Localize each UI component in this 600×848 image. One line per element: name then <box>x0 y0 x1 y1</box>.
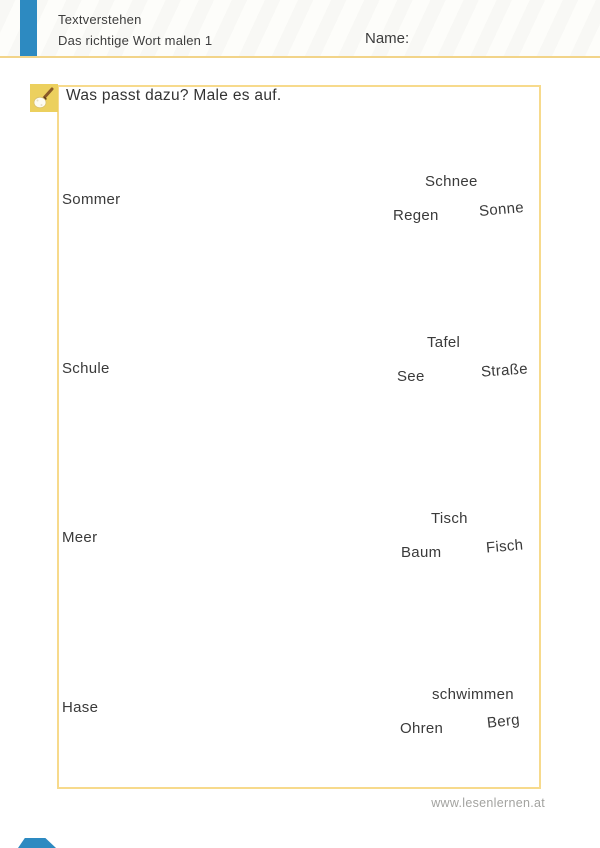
worksheet-series-title: Textverstehen <box>58 12 142 27</box>
instruction-text: Was passt dazu? Male es auf. <box>66 87 282 104</box>
keyword-schule: Schule <box>62 360 110 377</box>
accent-blue-bar <box>20 0 37 57</box>
worksheet-subtitle: Das richtige Wort malen 1 <box>58 33 213 48</box>
option-fisch: Fisch <box>485 536 525 557</box>
page-header <box>0 0 600 57</box>
option-baum: Baum <box>401 544 442 561</box>
option-berg: Berg <box>486 711 521 732</box>
keyword-sommer: Sommer <box>62 191 121 208</box>
paintbrush-icon-glyph <box>32 86 56 110</box>
option-strasse: Straße <box>480 360 529 381</box>
option-tisch: Tisch <box>431 510 468 527</box>
option-schnee: Schnee <box>425 173 478 190</box>
worksheet-frame <box>57 85 541 789</box>
option-sonne: Sonne <box>478 199 525 220</box>
option-schwimmen: schwimmen <box>432 686 514 703</box>
accent-blue-corner <box>18 838 56 848</box>
name-label: Name: <box>365 30 410 47</box>
keyword-hase: Hase <box>62 699 99 716</box>
option-tafel: Tafel <box>427 334 461 351</box>
header-divider <box>0 56 600 58</box>
website-link: www.lesenlernen.at <box>431 796 545 810</box>
option-see: See <box>397 368 425 385</box>
worksheet-title <box>58 9 212 51</box>
paintbrush-icon <box>30 84 58 112</box>
option-ohren: Ohren <box>400 720 444 737</box>
keyword-meer: Meer <box>62 529 98 546</box>
option-regen: Regen <box>393 207 439 224</box>
